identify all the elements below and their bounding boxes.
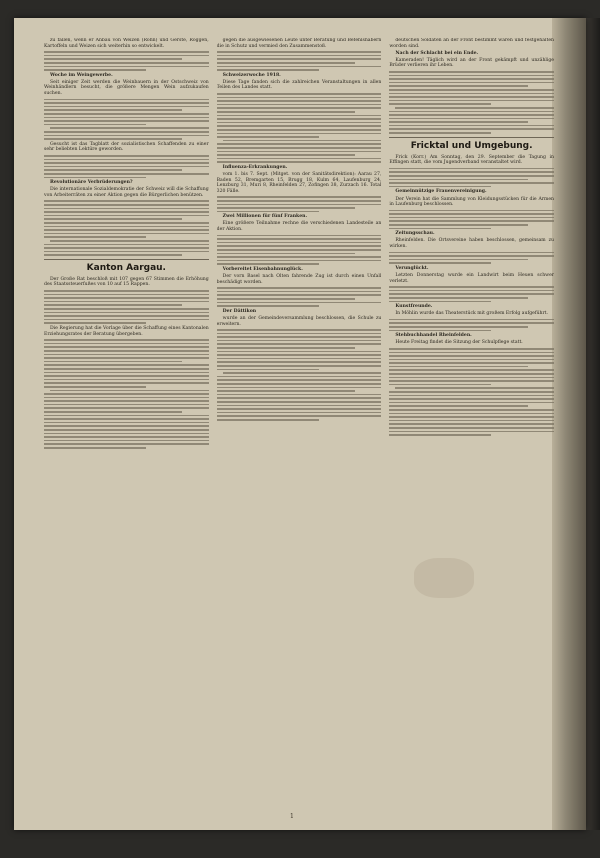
text-line bbox=[217, 249, 382, 251]
text-line bbox=[217, 387, 382, 389]
text-line bbox=[389, 427, 554, 429]
right-text-block-6 bbox=[389, 319, 554, 331]
text-line bbox=[389, 359, 554, 361]
text-line bbox=[389, 416, 554, 418]
text-line bbox=[44, 177, 146, 179]
text-line bbox=[217, 69, 319, 71]
text-line bbox=[217, 97, 382, 99]
text-line bbox=[44, 400, 209, 402]
text-line bbox=[44, 379, 209, 381]
text-line bbox=[389, 71, 554, 73]
left-para-2: Gesucht ist das Tagblatt der sozialistischen Schaffenden zu einer sehr beliebten Lektüre geworden. bbox=[44, 141, 209, 153]
text-line bbox=[44, 297, 209, 299]
text-line bbox=[217, 93, 382, 95]
text-line bbox=[217, 207, 355, 209]
text-line bbox=[217, 394, 382, 396]
text-line bbox=[217, 253, 355, 255]
text-line bbox=[217, 263, 319, 265]
text-line bbox=[44, 131, 209, 133]
middle-text-block-5 bbox=[217, 287, 382, 307]
right-column bbox=[389, 38, 554, 808]
page-binding-shadow bbox=[552, 18, 586, 830]
text-line bbox=[217, 154, 355, 156]
text-line bbox=[217, 412, 382, 414]
middle-text-block-1 bbox=[217, 51, 382, 71]
text-line bbox=[389, 405, 527, 407]
text-line bbox=[217, 143, 382, 145]
text-line bbox=[44, 254, 182, 256]
text-line bbox=[389, 326, 527, 328]
text-line bbox=[223, 372, 382, 374]
left-heading-1: Woche im Weingewerbe. bbox=[50, 72, 113, 78]
text-line bbox=[389, 103, 491, 105]
text-line bbox=[44, 372, 209, 374]
text-line bbox=[389, 121, 527, 123]
left-text-block-2 bbox=[44, 99, 209, 140]
text-line bbox=[217, 133, 382, 135]
text-line bbox=[217, 358, 382, 360]
text-line bbox=[44, 159, 209, 161]
text-line bbox=[389, 434, 491, 436]
text-line bbox=[389, 319, 554, 321]
text-line bbox=[217, 151, 382, 153]
text-line bbox=[389, 224, 527, 226]
right-heading-5: Kunstfreunde. bbox=[395, 304, 433, 310]
text-line bbox=[389, 125, 554, 127]
middle-para-2: Diese Tage fanden sich die zahlreichen Veranstaltungen in allen Teilen des Landes statt. bbox=[216, 79, 382, 91]
text-line bbox=[217, 347, 355, 349]
text-line bbox=[389, 82, 554, 84]
text-line bbox=[44, 312, 209, 314]
section-title-fricktal: Fricktal und Umgebung. bbox=[410, 140, 533, 151]
text-line bbox=[44, 343, 209, 345]
text-line bbox=[217, 415, 382, 417]
newspaper-page bbox=[14, 18, 586, 830]
text-line bbox=[44, 433, 209, 435]
text-line bbox=[44, 124, 146, 126]
text-line bbox=[395, 387, 554, 389]
text-line bbox=[217, 158, 382, 160]
text-line bbox=[44, 418, 209, 420]
text-columns bbox=[44, 38, 554, 808]
text-line bbox=[44, 208, 209, 210]
text-line bbox=[389, 377, 554, 379]
text-line bbox=[389, 213, 554, 215]
text-line bbox=[389, 362, 554, 364]
text-line bbox=[44, 138, 182, 140]
text-line bbox=[44, 102, 209, 104]
text-line bbox=[44, 155, 209, 157]
text-line bbox=[44, 350, 209, 352]
text-line bbox=[44, 211, 209, 213]
text-line bbox=[389, 423, 554, 425]
text-line bbox=[389, 380, 554, 382]
text-line bbox=[44, 339, 209, 341]
text-line bbox=[44, 375, 209, 377]
text-line bbox=[389, 128, 554, 130]
left-text-block-6 bbox=[44, 339, 209, 448]
text-line bbox=[389, 366, 527, 368]
text-line bbox=[217, 147, 382, 149]
text-line bbox=[44, 308, 209, 310]
text-line bbox=[389, 391, 554, 393]
text-line bbox=[44, 215, 209, 217]
text-line bbox=[389, 100, 554, 102]
text-line bbox=[217, 51, 382, 53]
text-line bbox=[44, 429, 209, 431]
text-line bbox=[44, 443, 209, 445]
text-line bbox=[217, 298, 355, 300]
right-para-6: Letzten Donnerstag wurde ein Landwirt beim Heuen schwer verletzt. bbox=[389, 273, 555, 284]
text-line bbox=[217, 291, 382, 293]
text-line bbox=[389, 297, 527, 299]
text-line bbox=[44, 69, 146, 71]
text-line bbox=[44, 440, 209, 442]
text-line bbox=[217, 405, 382, 407]
text-line bbox=[389, 409, 554, 411]
right-heading-4: Verunglückt. bbox=[395, 265, 429, 271]
text-line bbox=[395, 107, 554, 109]
text-line bbox=[217, 66, 382, 68]
text-line bbox=[217, 329, 382, 331]
text-line bbox=[389, 420, 554, 422]
left-column bbox=[44, 38, 209, 808]
text-line bbox=[217, 136, 319, 138]
text-line bbox=[44, 55, 209, 57]
text-line bbox=[217, 115, 382, 117]
text-line bbox=[44, 386, 146, 388]
text-line bbox=[217, 204, 382, 206]
text-line bbox=[44, 322, 146, 324]
text-line bbox=[389, 384, 491, 386]
text-line bbox=[44, 62, 209, 64]
text-line bbox=[217, 104, 382, 106]
text-line bbox=[44, 226, 209, 228]
right-para-7: In Möhlin wurde das Theaterstück mit großem Erfolg aufgeführt. bbox=[395, 311, 548, 317]
text-line bbox=[389, 171, 554, 173]
text-line bbox=[44, 222, 209, 224]
text-line bbox=[44, 233, 209, 235]
right-heading-1: Nach der Schlacht bei ein Ende. bbox=[395, 50, 479, 56]
text-line bbox=[389, 255, 554, 257]
text-line bbox=[50, 127, 209, 129]
right-heading-6: Stehbuchhandel Rheinfelden. bbox=[395, 333, 472, 339]
text-line bbox=[217, 260, 382, 262]
text-line bbox=[44, 247, 209, 249]
text-line bbox=[389, 402, 554, 404]
text-line bbox=[217, 235, 382, 237]
text-line bbox=[44, 218, 182, 220]
left-text-block-5 bbox=[44, 290, 209, 324]
text-line bbox=[44, 173, 209, 175]
text-line bbox=[217, 383, 382, 385]
middle-para-1: gegen die ausgewiesenen Leute unter Beratung und Befehlshabern die in Schutz und vermied den Zusammenstoß. bbox=[216, 38, 382, 49]
text-line bbox=[389, 259, 527, 261]
text-line bbox=[217, 62, 355, 64]
text-line bbox=[44, 354, 209, 356]
right-para-8: Heute Freitag findet die Sitzung der Schulpflege statt. bbox=[395, 340, 523, 346]
text-line bbox=[389, 395, 554, 397]
text-line bbox=[217, 343, 382, 345]
text-line bbox=[44, 169, 182, 171]
middle-text-block-6 bbox=[217, 329, 382, 420]
text-line bbox=[217, 408, 382, 410]
left-para-5: Die Regierung hat die Vorlage über die Schaffung eines Kantonalen Erziehungsrates der Beratung übergeben. bbox=[44, 326, 209, 337]
text-line bbox=[217, 365, 382, 367]
text-line bbox=[44, 407, 209, 409]
text-line bbox=[44, 66, 209, 68]
text-line bbox=[217, 242, 382, 244]
right-para-4: Der Verein hat die Sammlung von Kleidungsstücken für die Armen in Laufenburg beschlossen. bbox=[389, 196, 555, 208]
text-line bbox=[44, 415, 209, 417]
text-line bbox=[217, 333, 382, 335]
text-line bbox=[44, 109, 182, 111]
text-line bbox=[217, 419, 319, 421]
right-text-block-7 bbox=[389, 348, 554, 436]
left-text-block-4 bbox=[44, 200, 209, 256]
text-line bbox=[44, 236, 146, 238]
right-heading-2: Gemeinnützige Frauenvereinigung. bbox=[395, 189, 487, 195]
text-line bbox=[217, 196, 382, 198]
text-line bbox=[44, 425, 209, 427]
text-line bbox=[389, 132, 491, 134]
text-line bbox=[389, 301, 491, 303]
text-line bbox=[389, 413, 554, 415]
text-line bbox=[217, 118, 382, 120]
text-line bbox=[389, 89, 554, 91]
middle-heading-5: Der Dättikon bbox=[222, 308, 257, 314]
text-line bbox=[389, 111, 554, 113]
text-line bbox=[217, 376, 382, 378]
middle-text-block-2 bbox=[217, 93, 382, 163]
text-line bbox=[44, 200, 209, 202]
text-line bbox=[217, 294, 382, 296]
text-line bbox=[389, 96, 554, 98]
text-line bbox=[217, 107, 382, 109]
section-title-aargau: Kanton Aargau. bbox=[86, 262, 166, 273]
left-opening: zu fallen, wenn er Anbau von Weizen (Rohn) und Gerste, Roggen, Kartoffeln und Weizen sich weiterhin so entwickelt. bbox=[44, 38, 209, 49]
text-line bbox=[389, 290, 554, 292]
right-text-block-2 bbox=[389, 168, 554, 188]
text-line bbox=[44, 229, 209, 231]
text-line bbox=[389, 252, 554, 254]
text-line bbox=[50, 240, 209, 242]
text-line bbox=[44, 58, 182, 60]
text-line bbox=[217, 361, 382, 363]
left-para-1: Seit einiger Zeit werden die Weinbauern in der Ostschweiz von Weinhändlern besucht, die größere Mengen Wein aufzukaufen suchen. bbox=[44, 79, 209, 97]
text-line bbox=[217, 256, 382, 258]
text-line bbox=[217, 58, 382, 60]
text-line bbox=[44, 51, 209, 53]
text-line bbox=[44, 422, 209, 424]
text-line bbox=[44, 166, 209, 168]
text-line bbox=[389, 262, 491, 264]
text-line bbox=[44, 364, 209, 366]
text-line bbox=[44, 361, 182, 363]
text-line bbox=[44, 382, 209, 384]
text-line bbox=[217, 125, 382, 127]
text-line bbox=[44, 294, 209, 296]
right-para-5: Rheinfelden. Die Ortsvereine haben beschlossen, gemeinsam zu wirken. bbox=[389, 238, 555, 249]
text-line bbox=[44, 411, 182, 413]
text-line bbox=[389, 286, 554, 288]
text-line bbox=[389, 398, 554, 400]
text-line bbox=[44, 447, 146, 449]
book-spine bbox=[586, 18, 600, 830]
right-text-block-4 bbox=[389, 252, 554, 264]
middle-para-4: Eine größere Teilnahme rechne die verschiedenen Landesteile an der Aktion. bbox=[216, 221, 382, 233]
text-line bbox=[389, 373, 554, 375]
text-line bbox=[217, 351, 382, 353]
text-line bbox=[217, 100, 382, 102]
middle-heading-3: Zwei Millionen für fünf Franken. bbox=[222, 214, 308, 220]
text-line bbox=[44, 301, 209, 303]
text-line bbox=[389, 217, 554, 219]
middle-column bbox=[217, 38, 382, 808]
text-line bbox=[389, 182, 554, 184]
text-line bbox=[389, 431, 554, 433]
text-line bbox=[217, 200, 382, 202]
text-line bbox=[217, 129, 382, 131]
middle-para-3: vom 1. bis 7. Sept. (Mitget. von der Sanitätsdirektion): Aarau 27, Baden 52, Bremgarten 15, Brugg 18, Kulm 64, Laufenburg 24, Lenzburg 31, Muri 8, Rheinfelden 27, Zofingen 38, Zurzach 16. Total 320 Fälle. bbox=[216, 172, 382, 194]
text-line bbox=[217, 211, 319, 213]
text-line bbox=[217, 238, 382, 240]
text-line bbox=[44, 135, 209, 137]
text-line bbox=[44, 397, 209, 399]
text-line bbox=[389, 322, 554, 324]
text-line bbox=[44, 251, 209, 253]
text-line bbox=[389, 355, 554, 357]
text-line bbox=[44, 290, 209, 292]
text-line bbox=[389, 168, 554, 170]
right-text-block-3 bbox=[389, 210, 554, 230]
text-line bbox=[217, 397, 382, 399]
text-line bbox=[389, 175, 554, 177]
middle-para-5: Der vorn Basel nach Olten fahrende Zug ist durch einen Unfall beschädigt worden. bbox=[216, 274, 382, 285]
text-line bbox=[389, 369, 554, 371]
text-line bbox=[44, 99, 209, 101]
text-line bbox=[389, 228, 491, 230]
text-line bbox=[44, 120, 209, 122]
page-number: 1 bbox=[290, 813, 294, 820]
text-line bbox=[389, 210, 554, 212]
text-line bbox=[44, 357, 209, 359]
text-line bbox=[44, 346, 209, 348]
text-line bbox=[217, 379, 382, 381]
text-line bbox=[389, 118, 554, 120]
text-line bbox=[217, 122, 382, 124]
left-text-block-3 bbox=[44, 155, 209, 178]
middle-heading-2: Influenza-Erkrankungen. bbox=[222, 164, 288, 170]
left-heading-2: Revolutionäre Verbrüderungen? bbox=[50, 180, 133, 186]
text-line bbox=[44, 315, 209, 317]
text-line bbox=[217, 111, 355, 113]
right-para-3: Frick (Korr.) Am Sonntag, den 29. September die Tagung in Effingen statt, die vom Jugendverband veranstaltet wird. bbox=[389, 154, 555, 166]
text-line bbox=[217, 161, 382, 163]
right-para-1: deutschen Soldaten an der Front bestimmt waren und festgehalten worden sind. bbox=[389, 38, 555, 49]
text-line bbox=[217, 245, 382, 247]
text-line bbox=[44, 393, 209, 395]
left-para-3: Die internationale Sozialdemokratie der Schweiz will die Schaffung von Arbeiterräten zu einer Aktion gegen die Bürgerlichen benützen. bbox=[44, 187, 209, 198]
text-line bbox=[44, 436, 209, 438]
text-line bbox=[389, 93, 554, 95]
middle-text-block-3 bbox=[217, 196, 382, 212]
text-line bbox=[223, 140, 382, 142]
text-line bbox=[217, 401, 382, 403]
text-line bbox=[217, 390, 355, 392]
text-line bbox=[44, 204, 209, 206]
text-line bbox=[44, 117, 209, 119]
text-line bbox=[389, 186, 491, 188]
left-divider bbox=[44, 259, 209, 260]
text-line bbox=[44, 319, 209, 321]
right-text-block-1 bbox=[389, 71, 554, 134]
text-line bbox=[217, 305, 319, 307]
text-line bbox=[44, 404, 209, 406]
text-line bbox=[217, 340, 382, 342]
text-line bbox=[217, 287, 382, 289]
text-line bbox=[389, 78, 554, 80]
text-line bbox=[217, 55, 382, 57]
left-para-4: Der Große Rat beschloß mit 107 gegen 67 Stimmen die Erhöhung des Staatssteuerfußes von 10 auf 15 Rappen. bbox=[44, 276, 209, 288]
text-line bbox=[389, 293, 554, 295]
text-line bbox=[44, 304, 182, 306]
text-line bbox=[389, 85, 527, 87]
right-text-block-5 bbox=[389, 286, 554, 302]
text-line bbox=[389, 179, 527, 181]
text-line bbox=[217, 354, 382, 356]
middle-heading-1: Schweizerwoche 1918. bbox=[222, 72, 281, 78]
text-line bbox=[389, 75, 554, 77]
text-line bbox=[44, 106, 209, 108]
text-line bbox=[389, 220, 554, 222]
right-divider bbox=[389, 137, 554, 138]
text-line bbox=[389, 348, 554, 350]
text-line bbox=[217, 369, 319, 371]
text-line bbox=[44, 113, 209, 115]
right-para-2: Kameraden! Täglich wird an der Front gekämpft und unzählige Brüder verlieren ihr Leben. bbox=[389, 57, 555, 69]
text-line bbox=[389, 330, 491, 332]
text-line bbox=[217, 302, 382, 304]
middle-heading-4: Vorbereitet Eisenbahnunglück. bbox=[222, 266, 303, 272]
left-text-block-1 bbox=[44, 51, 209, 71]
right-heading-3: Zeitungsschau. bbox=[395, 231, 435, 237]
text-line bbox=[44, 368, 209, 370]
text-line bbox=[44, 162, 209, 164]
text-line bbox=[44, 244, 209, 246]
text-line bbox=[389, 352, 554, 354]
text-line bbox=[389, 114, 554, 116]
middle-para-6: wurde an der Gemeindeversammlung beschlossen, die Schule zu erweitern. bbox=[216, 315, 382, 327]
text-line bbox=[217, 336, 382, 338]
text-line bbox=[50, 390, 209, 392]
middle-text-block-4 bbox=[217, 235, 382, 265]
